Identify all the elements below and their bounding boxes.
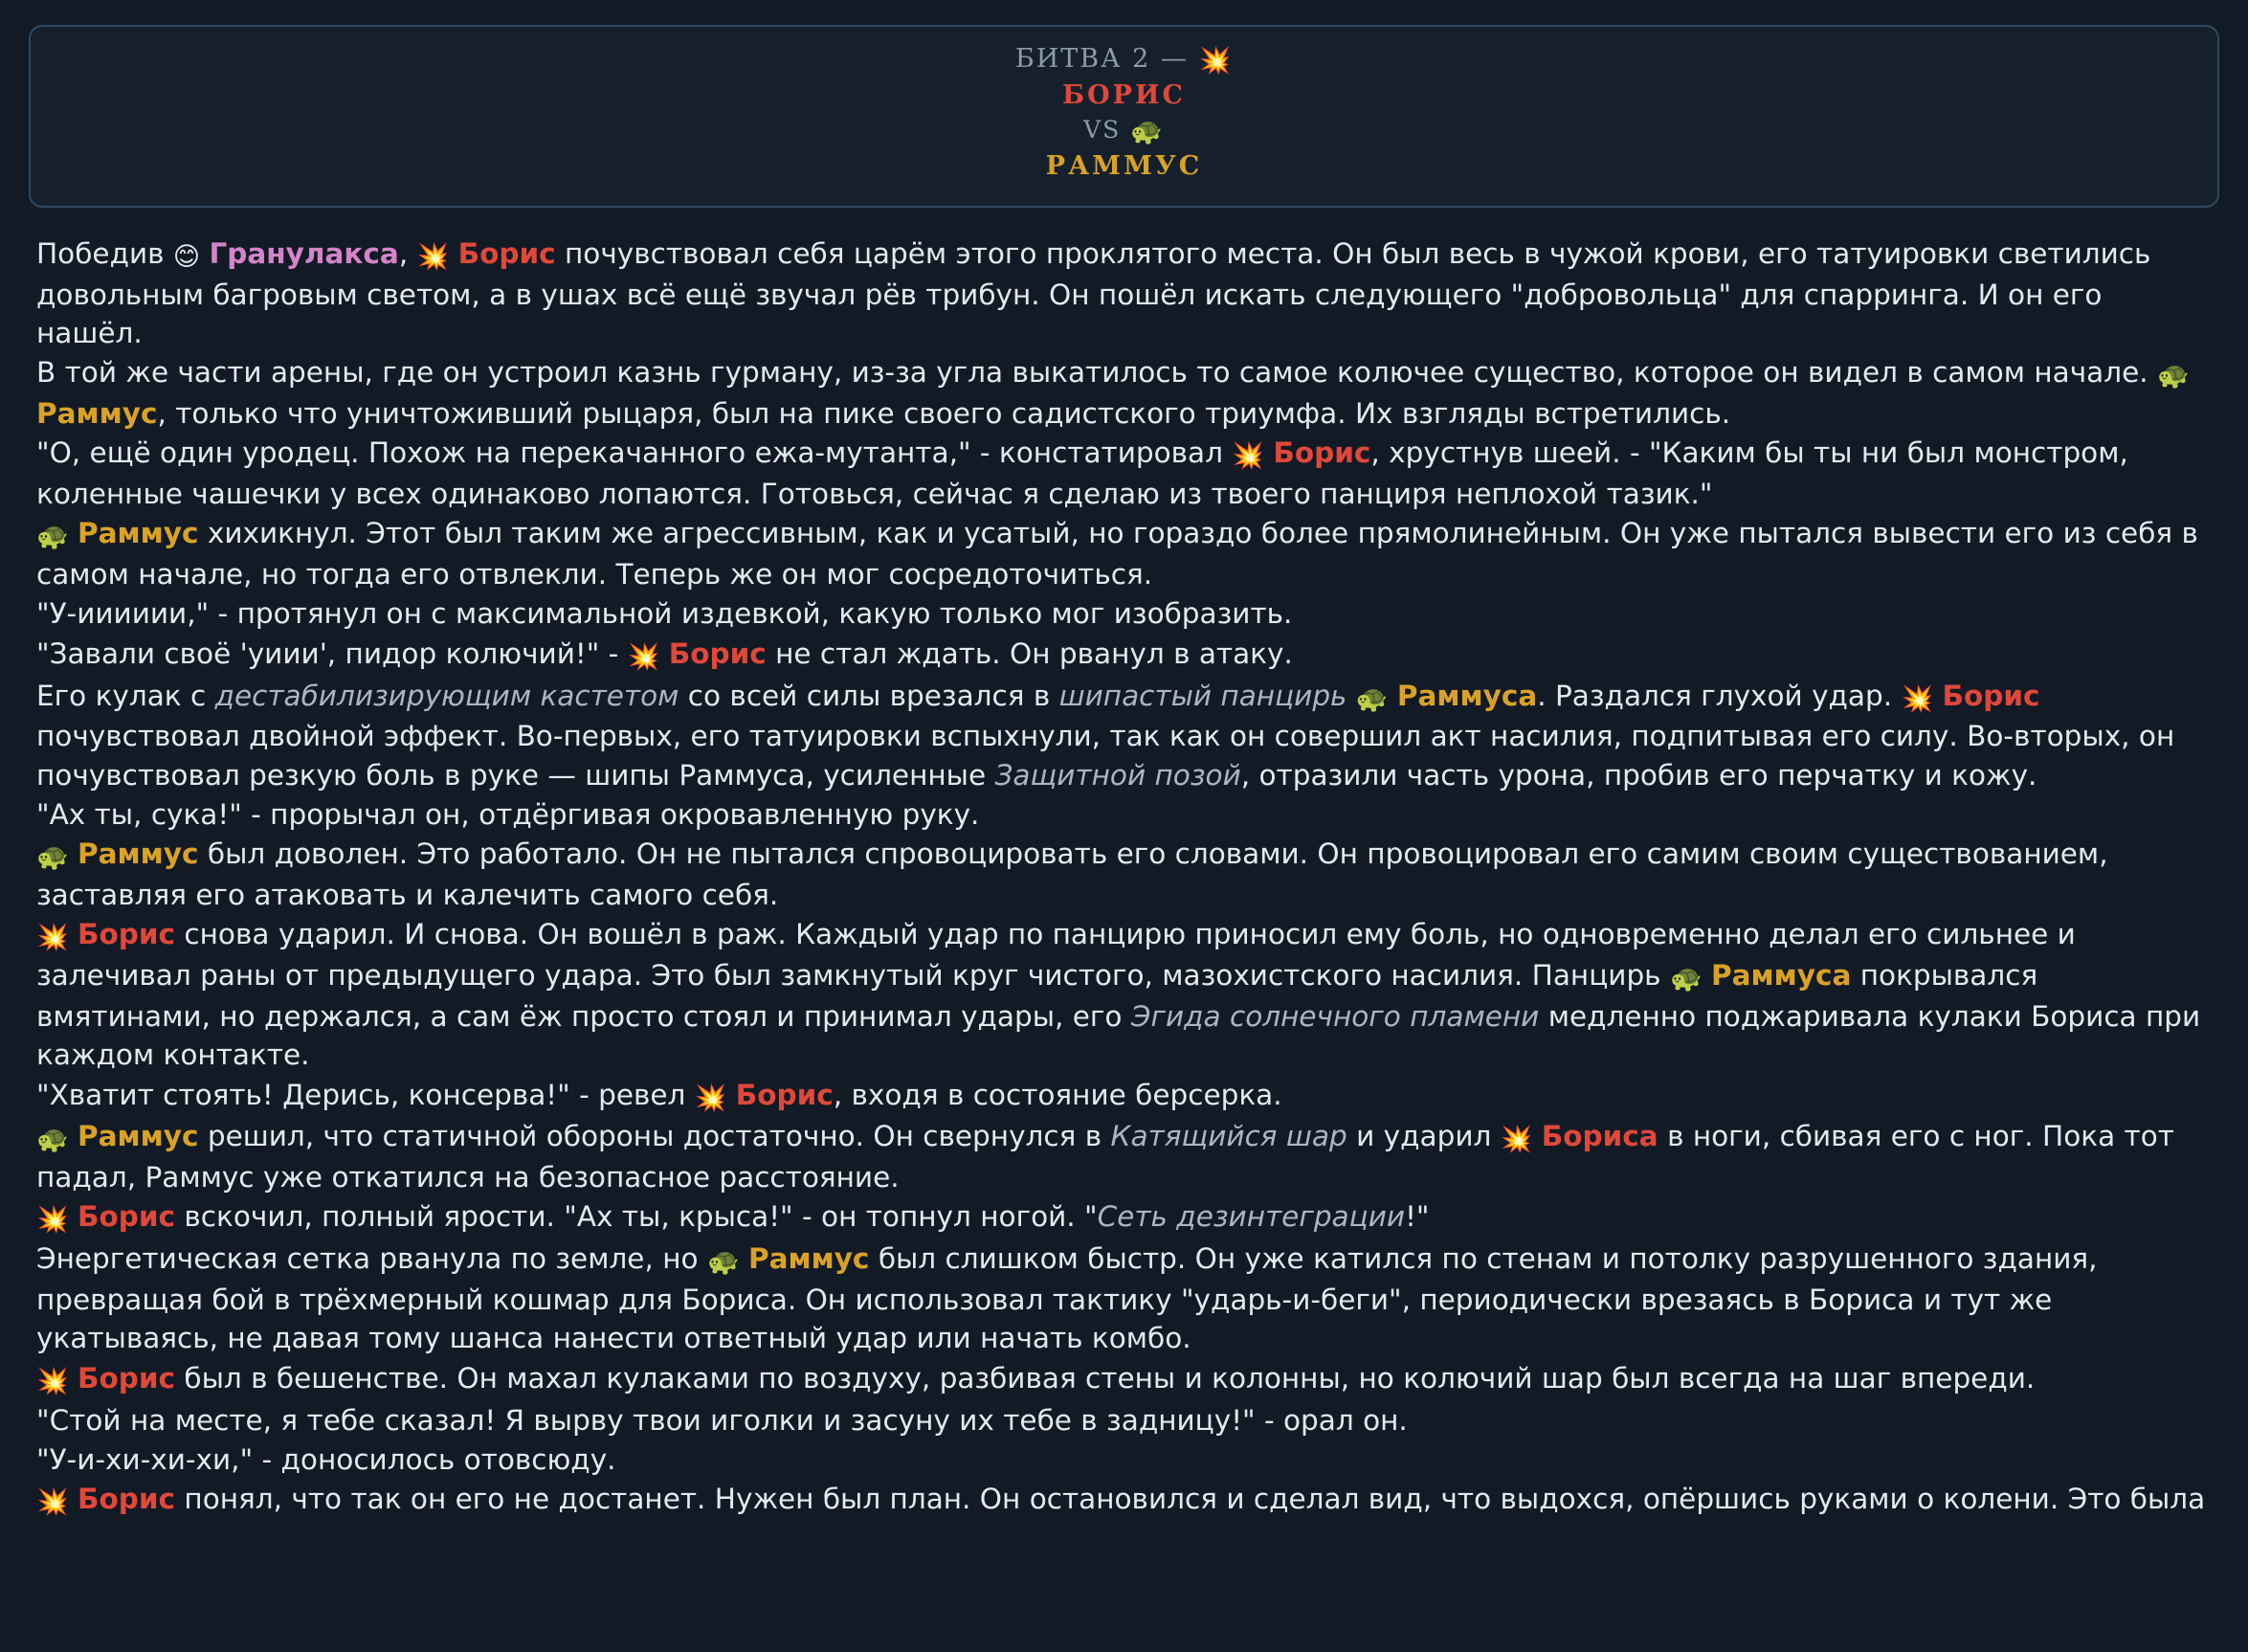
story-text (69, 918, 78, 950)
ability-name: дестабилизирующим кастетом (214, 679, 679, 712)
ability-name: Сеть дезинтеграции (1097, 1200, 1406, 1234)
story-text: Его кулак с (36, 679, 215, 712)
story-text: "Ах ты, сука!" - прорычал он, отдёргивая окровавленную руку. (36, 797, 980, 831)
story-paragraph (36, 1117, 2212, 1196)
character-name-rammus: Раммуса (1710, 959, 1852, 993)
story-text (1347, 680, 1355, 712)
collision-icon: 💥 (36, 1366, 69, 1396)
character-name-rammus: Раммус (36, 396, 158, 430)
story-text: хихикнул. Этот был таким же агрессивным, как и усатый, но гораздо более прямолинейным. Он уже пытался вывести его из себя в самом начале, но тогда его отвлекли. Теперь же он мог сосредоточиться. (36, 517, 2198, 592)
story-text (1532, 1120, 1541, 1152)
turtle-icon: 🐢 (36, 522, 69, 552)
blush-icon: 😊 (172, 241, 201, 272)
story-text (69, 1120, 78, 1152)
story-text: в ноги, сбивая его с ног. Пока тот падал, Раммус уже откатился на безопасное расстояние. (36, 1120, 2174, 1194)
character-name-rammus: Раммус (78, 1120, 199, 1153)
story-text: был слишком быстр. Он уже катился по стенам и потолку разрушенного здания, превращая бой в трёхмерный кошмар для Бориса. Он использовал тактику "ударь-и-беги", периодически врезаясь в Бориса и тут же укатываясь, не давая тому шанса нанести ответный удар или начать комбо. (36, 1242, 2098, 1355)
character-name-boris: Борис (78, 1361, 176, 1395)
banner-fighter-a: БОРИС (1062, 80, 1186, 111)
story-text (69, 517, 78, 549)
story-paragraph (36, 1076, 2212, 1117)
collision-icon: 💥 (1198, 46, 1234, 76)
banner-fighter-b: РАММУС (1045, 151, 1203, 182)
story-text: , отразили часть урона, пробив его перчатку и кожу. (1240, 758, 2037, 792)
story-text: , (398, 236, 417, 270)
character-name-rammus: Раммус (747, 1242, 870, 1276)
story-text (69, 1362, 78, 1395)
story-text: почувствовал двойной эффект. Во-первых, его татуировки вспыхнули, так как он совершил акт насилия, подпитывая его силу. Во-вторых, он почувствовал резкую боль в руке — шипы Раммуса, усиленные (36, 720, 2175, 792)
banner-vs-text: VS (1083, 115, 1122, 144)
collision-icon: 💥 (416, 241, 450, 272)
banner-vs-line (50, 114, 2198, 149)
story-text: !" (1405, 1200, 1430, 1234)
battle-banner (29, 25, 2219, 208)
story-text: со всей силы врезался в (679, 679, 1059, 712)
story-text (726, 1079, 735, 1111)
story-body (36, 234, 2212, 1521)
story-paragraph (36, 795, 2212, 834)
character-name-granulaks: Гранулакса (209, 236, 399, 270)
story-text: был доволен. Это работало. Он не пытался спровоцировать его словами. Он провоцировал его самим своим существованием, заставляя его атаковать и калечить самого себя. (36, 837, 2108, 912)
character-name-rammus: Раммуса (1396, 679, 1538, 712)
collision-icon: 💥 (1232, 441, 1264, 472)
collision-icon: 💥 (36, 1487, 69, 1518)
story-text: , только что уничтоживший рыцаря, был на пике своего садистского триумфа. Их взгляды встретились. (157, 396, 1731, 430)
ability-name: Эгида солнечного пламени (1130, 1000, 1540, 1033)
story-text: Энергетическая сетка рванула по земле, но (36, 1242, 707, 1276)
story-text: почувствовал себя царём этого проклятого места. Он был весь в чужой крови, его татуировки светились довольным багровым светом, а в ушах всё ещё звучал рёв трибун. Он пошёл искать следующего "добровольца" для спарринга. И он его нашёл. (36, 236, 2151, 349)
story-text (1388, 680, 1396, 712)
ability-name: Защитной позой (994, 758, 1241, 792)
story-text: "Стой на месте, я тебе сказал! Я вырву твои иголки и засуну их тебе в задницу!" - орал он. (36, 1403, 1408, 1437)
story-paragraph (36, 594, 2212, 633)
story-text: . Раздался глухой удар. (1537, 679, 1902, 712)
character-name-boris: Борис (1942, 679, 2040, 712)
story-text (69, 1200, 78, 1233)
turtle-icon: 🐢 (1130, 116, 1165, 146)
story-text: "О, ещё один уродец. Похож на перекачанного ежа-мутанта," - констатировал (36, 436, 1233, 470)
story-text (69, 1483, 78, 1515)
story-text: не стал ждать. Он рванул в атаку. (766, 636, 1293, 670)
story-text (1933, 680, 1942, 712)
story-paragraph (36, 835, 2212, 914)
story-paragraph (36, 1239, 2212, 1357)
turtle-icon: 🐢 (2156, 361, 2190, 391)
character-name-rammus: Раммус (78, 517, 199, 550)
story-paragraph (36, 1359, 2212, 1400)
character-name-boris: Борис (78, 1200, 176, 1234)
story-text: "У-ииииии," - протянул он с максимальной издевкой, какую только мог изобразить. (36, 597, 1293, 631)
collision-icon: 💥 (1500, 1125, 1533, 1155)
character-name-boris: Борис (78, 918, 176, 951)
story-paragraph (36, 514, 2212, 593)
story-paragraph (36, 1401, 2212, 1440)
story-text (449, 237, 457, 270)
banner-title-text: БИТВА 2 — (1014, 44, 1189, 74)
story-text (740, 1242, 748, 1275)
story-text: В той же части арены, где он устроил казнь гурману, из-за угла выкатилось то самое колючее существо, которое он видел в самом начале. (36, 356, 2157, 390)
story-text (1264, 436, 1273, 469)
collision-icon: 💥 (1901, 683, 1934, 714)
story-text: снова ударил. И снова. Он вошёл в раж. Каждый удар по панцирю приносил ему боль, но одновременно делал его сильнее и залечивал раны от предыдущего удара. Это был замкнутый круг чистого, мазохистского насилия. Панцирь (36, 918, 2076, 993)
story-text (659, 637, 668, 670)
story-paragraph (36, 1440, 2212, 1479)
story-text (1703, 959, 1711, 992)
story-text: "У-и-хи-хи-хи," - доносилось отовсюду. (36, 1442, 616, 1476)
story-page (0, 25, 2248, 1521)
turtle-icon: 🐢 (706, 1247, 740, 1278)
character-name-boris: Борис (1273, 436, 1371, 470)
turtle-icon: 🐢 (1669, 964, 1703, 994)
story-text (69, 837, 78, 870)
collision-icon: 💥 (36, 1205, 69, 1236)
story-paragraph (36, 1480, 2212, 1521)
story-paragraph (36, 1197, 2212, 1239)
story-text: медленно поджаривала кулаки Бориса при каждом контакте. (36, 1000, 2201, 1072)
turtle-icon: 🐢 (36, 1125, 69, 1155)
ability-name: шипастый панцирь (1058, 679, 1347, 712)
character-name-rammus: Раммус (78, 837, 199, 871)
ability-name: Катящийся шар (1110, 1120, 1347, 1153)
story-paragraph (36, 353, 2212, 433)
story-paragraph (36, 677, 2212, 794)
story-text: , входя в состояние берсерка. (833, 1078, 1282, 1111)
character-name-boris: Бориса (1541, 1120, 1658, 1153)
story-text: был в бешенстве. Он махал кулаками по воздуху, разбивая стены и колонны, но колючий шар был всегда на шаг впереди. (175, 1361, 2036, 1395)
collision-icon: 💥 (694, 1083, 727, 1113)
character-name-boris: Борис (668, 636, 767, 670)
story-text: "Хватит стоять! Дерись, консерва!" - ревел (36, 1078, 695, 1111)
character-name-boris: Борис (78, 1483, 176, 1516)
character-name-boris: Борис (735, 1078, 834, 1111)
collision-icon: 💥 (627, 641, 660, 672)
collision-icon: 💥 (36, 923, 69, 953)
banner-title-line (50, 42, 2198, 78)
story-text: , хрустнув шеей. - "Каким бы ты ни был монстром, коленные чашечки у всех одинаково лопаются. Готовься, сейчас я сделаю из твоего панциря неплохой тазик." (36, 436, 2128, 511)
story-text: и ударил (1347, 1120, 1501, 1153)
turtle-icon: 🐢 (1355, 683, 1389, 714)
story-text: вскочил, полный ярости. "Ах ты, крыса!" - он топнул ногой. " (175, 1200, 1098, 1234)
story-paragraph (36, 434, 2212, 513)
story-paragraph (36, 915, 2212, 1074)
story-text: покрывался вмятинами, но держался, а сам ёж просто стоял и принимал удары, его (36, 959, 2038, 1033)
story-text: Победив (36, 236, 173, 270)
story-text: решил, что статичной обороны достаточно. Он свернулся в (198, 1120, 1111, 1153)
story-paragraph (36, 234, 2212, 352)
character-name-boris: Борис (457, 236, 556, 270)
turtle-icon: 🐢 (36, 842, 69, 873)
story-text: понял, что так он его не достанет. Нужен был план. Он остановился и сделал вид, что выдохся, опёршись руками о колени. Это была (175, 1483, 2206, 1516)
story-text: "Завали своё 'уиии', пидор колючий!" - (36, 636, 628, 670)
story-paragraph (36, 635, 2212, 676)
